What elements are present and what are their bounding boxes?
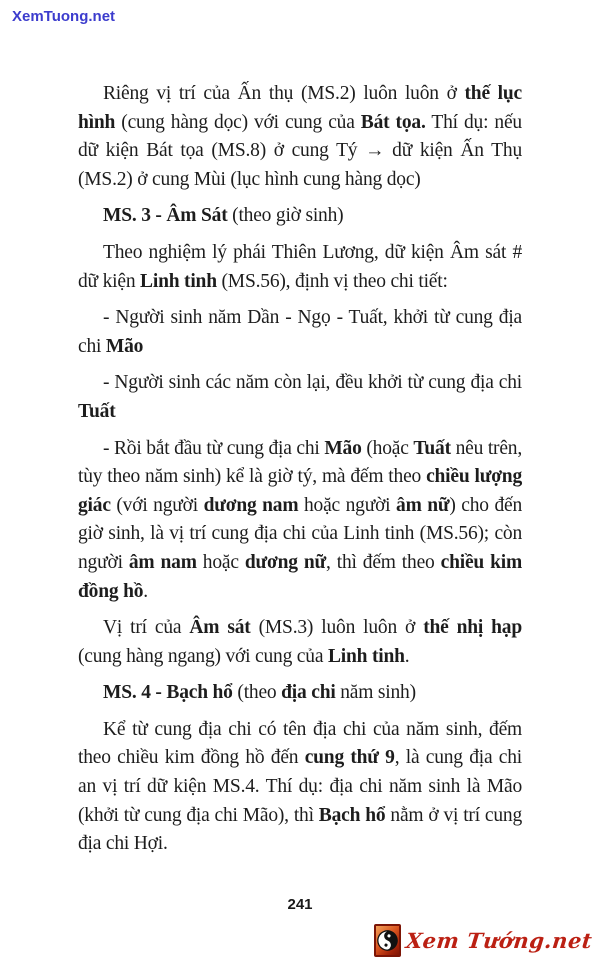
bold-text-run: dương nữ — [244, 551, 327, 573]
paragraph — [78, 369, 522, 426]
paragraph — [78, 80, 522, 194]
text-run: hoặc người — [298, 494, 397, 516]
text-run: Thí dụ: nếu dữ kiện Bát tọa (MS.8) ở cung Tý → dữ kiện Ấn Thụ (MS.2) ở cung Mùi (lục hình cung hàng dọc) — [78, 111, 522, 190]
bold-text-run: âm nữ — [396, 494, 450, 516]
yin-yang-icon — [374, 924, 401, 957]
paragraph — [78, 304, 522, 361]
bold-text-run: Linh tinh — [140, 270, 217, 292]
bold-text-run: Tuất — [78, 400, 116, 422]
bold-text-run: Mão — [105, 335, 144, 357]
bold-text-run: MS. 3 - Âm Sát — [103, 205, 228, 227]
bold-text-run: Âm sát — [189, 617, 251, 639]
text-run: (hoặc — [361, 437, 414, 459]
text-run: Theo nghiệm lý phái Thiên Lương, dữ kiện Âm sát # dữ kiện — [78, 241, 522, 292]
text-run: (theo — [232, 682, 282, 704]
text-run: (theo giờ sinh) — [227, 205, 344, 227]
text-run: . — [404, 645, 410, 667]
text-run: (MS.56), định vị theo chi tiết: — [216, 270, 448, 292]
paragraph — [78, 435, 522, 607]
paragraph — [78, 239, 522, 296]
paragraph — [78, 716, 522, 859]
text-run: nêu trên, tùy theo năm sinh) kể là giờ tý, mà đếm theo — [78, 437, 523, 488]
section-heading — [78, 202, 522, 231]
bold-text-run: âm nam — [128, 551, 197, 573]
page-number: 241 — [287, 896, 313, 913]
text-run: (cung hàng ngang) với cung của — [78, 645, 328, 667]
text-run: Kể từ cung địa chi có tên địa chi của năm sinh, đếm theo chiều kim đồng hồ đến — [78, 718, 522, 769]
text-run: (cung hàng dọc) với cung của — [115, 111, 361, 133]
section-heading — [78, 679, 522, 708]
text-run: năm sinh) — [335, 682, 416, 704]
bold-text-run: thế nhị hạp — [423, 617, 522, 639]
text-run: Riêng vị trí của Ấn thụ (MS.2) luôn luôn ở — [103, 83, 465, 104]
text-run: hoặc — [196, 551, 245, 573]
bold-text-run: chiều kim đồng hồ — [78, 551, 522, 602]
watermark-link[interactable]: XemTuong.net — [12, 8, 116, 25]
text-run: . — [143, 580, 148, 602]
bold-text-run: MS. 4 - Bạch hổ — [103, 682, 233, 704]
bold-text-run: Bạch hổ — [318, 804, 386, 826]
text-run: Vị trí của — [103, 617, 190, 639]
footer-logo-text: Xem Tướng.net — [404, 928, 594, 953]
text-run: ) cho đến giờ sinh, là vị trí cung địa chi của Linh tinh (MS.56); còn người — [78, 494, 522, 573]
bold-text-run: chiều lượng giác — [78, 466, 522, 516]
bold-text-run: Tuất — [413, 437, 451, 459]
page-text — [78, 80, 522, 867]
bold-text-run: Bát tọa. — [360, 111, 426, 133]
bold-text-run: thế lục hình — [78, 83, 523, 133]
text-run: , là cung địa chi an vị trí dữ kiện MS.4. Thí dụ: địa chi năm sinh là Mão (khởi từ cung địa chi Mão), thì — [78, 747, 522, 826]
bold-text-run: Linh tinh — [327, 645, 405, 667]
paragraph — [78, 614, 522, 671]
text-run: , thì đếm theo — [326, 551, 441, 573]
bold-text-run: địa chi — [281, 682, 336, 704]
text-run: nằm ở vị trí cung địa chi Hợi. — [78, 804, 523, 855]
bold-text-run: dương nam — [203, 494, 299, 516]
text-run: (MS.3) luôn luôn ở — [250, 617, 424, 639]
footer-logo-link[interactable] — [374, 924, 592, 957]
bold-text-run: Mão — [324, 437, 362, 459]
bold-text-run: cung thứ 9 — [304, 747, 395, 769]
text-run: - Rồi bắt đầu từ cung địa chi — [103, 437, 325, 459]
text-run: - Người sinh các năm còn lại, đều khởi từ cung địa chi — [103, 372, 522, 394]
text-run: (với người — [110, 494, 204, 516]
text-run: - Người sinh năm Dần - Ngọ - Tuất, khởi từ cung địa chi — [78, 307, 522, 357]
